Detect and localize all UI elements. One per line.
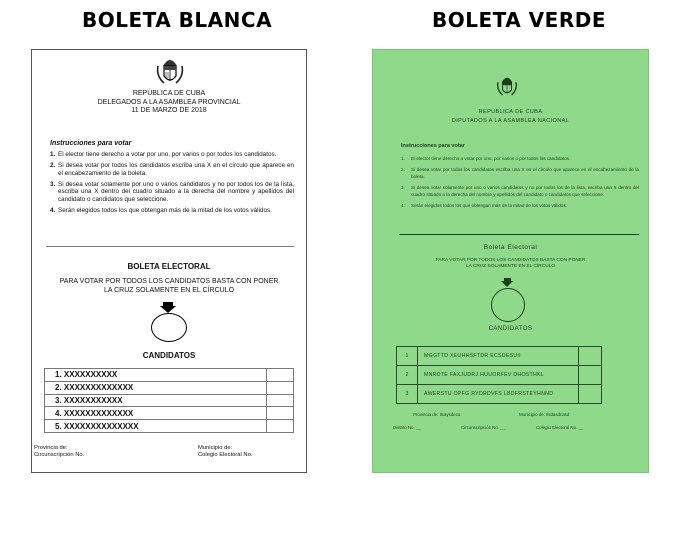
candidate-vote-box[interactable] — [267, 394, 294, 407]
instruction-item: 2. Si desea votar por todos los candidatos escriba una X en el círculo que aparece en el encabezamiento de la boleta. — [50, 162, 294, 177]
arrow-down-icon-head — [501, 281, 513, 287]
candidate-name: MNRDTE FAXJUDRJ HUUORFEV DHOSTHKL — [418, 366, 579, 385]
divider — [46, 246, 294, 247]
header-line-2: DIPUTADOS A LA ASAMBLEA NACIONAL — [451, 118, 570, 124]
instruction-item: 3. Si desea votar solamente por uno o varios candidatos y no por todos los de la lista, escriba una X dentro del cuadro situado a la derecha del nombre y apellidos del candidato o candidatos que seleccione. — [401, 185, 639, 197]
instruction-item: 2. Si desea votar por todos los candidatos escriba una X en el círculo que aparece en el encabezamiento de la boleta. — [401, 167, 639, 179]
candidate-number: 2 — [397, 366, 418, 385]
header-line-1: REPUBLICA DE CUBA — [478, 109, 543, 115]
table-row — [45, 369, 294, 382]
header-line-3: 11 DE MARZO DE 2018 — [131, 107, 207, 114]
header-line-2: DELEGADOS A LA ASAMBLEA PROVINCIAL — [97, 98, 241, 106]
candidate-vote-box[interactable] — [267, 407, 294, 420]
header-line-1: REPÚBLICA DE CUBA — [132, 90, 206, 97]
coat-of-arms-icon — [495, 74, 519, 98]
divider — [399, 234, 639, 235]
footer-municipio: Municipio de: Ilsdasdcasd — [519, 412, 570, 417]
instruction-item: 1. El elector tiene derecho a votar por uno, por varios o por todos los candidatos. — [50, 151, 277, 158]
table-row — [45, 407, 294, 420]
ballot-title: Boleta Electoral — [483, 244, 538, 251]
instruction-item: 1. El elector tiene derecho a votar por uno, por varios o por todos los candidatos. — [401, 156, 571, 161]
footer-left: Provincia de: Circunscripción No. — [34, 445, 85, 458]
candidates-table — [396, 346, 602, 404]
ballot-title: BOLETA ELECTORAL — [127, 262, 211, 271]
candidate-vote-box[interactable] — [579, 385, 602, 404]
footer-distrito: Distrito No. __ — [393, 425, 421, 430]
table-row — [45, 420, 294, 433]
table-row — [45, 381, 294, 394]
candidate-name: AWERSTU OPFG RYDRDVFS LBDFRSTEYHNND — [418, 385, 579, 404]
candidate-name: MGGTTD XEUHHSFTDR ECSDESUII — [418, 347, 579, 366]
white-ballot — [31, 49, 307, 473]
instruction-item: 3. Si desea votar solamente por uno o varios candidatos y no por todos los de la lista, escriba una X dentro del cuadro situado a la derecha del nombre y apellidos del candidato o candidatos que seleccione. — [50, 180, 294, 203]
instructions-list — [401, 156, 639, 214]
table-row — [397, 347, 602, 366]
footer-provincia: Provincia de: Ilsaysdeca — [413, 412, 461, 417]
coat-of-arms-icon — [154, 56, 186, 86]
candidate-vote-box[interactable] — [579, 366, 602, 385]
heading-boleta-blanca: BOLETA BLANCA — [82, 8, 273, 32]
candidates-table — [44, 368, 294, 433]
candidate-name: 3. XXXXXXXXXXX — [45, 394, 267, 407]
candidate-number: 1 — [397, 347, 418, 366]
instruction-item: 4. Serán elegidos todos los que obtengan más de la mitad de los votos válidos. — [401, 203, 568, 209]
table-row — [397, 385, 602, 404]
vote-all-instruction: PARA VOTAR POR TODOS LOS CANDIDATOS BASTA CON PONER LA CRUZ SOLAMENTE EN EL CÍRCULO — [435, 258, 586, 270]
instruction-item: 4. Serán elegidos todos los que obtengan más de la mitad de los votos válidos. — [50, 207, 272, 215]
heading-boleta-verde: BOLETA VERDE — [432, 8, 606, 32]
candidate-name: 1. XXXXXXXXXX — [45, 369, 267, 382]
arrow-down-icon-head — [160, 306, 176, 313]
candidates-title: CANDIDATOS — [142, 351, 196, 360]
vote-all-instruction: PARA VOTAR POR TODOS LOS CANDIDATOS BASTA CON PONER LA CRUZ SOLAMENTE EN EL CÍRCULO — [59, 278, 279, 294]
candidate-name: 2. XXXXXXXXXXXXX — [45, 381, 267, 394]
table-row — [397, 366, 602, 385]
vote-all-circle[interactable] — [491, 288, 525, 322]
instructions-title: Instrucciones para votar — [401, 143, 465, 149]
footer-colegio: Colegio Electoral No. __ — [536, 425, 584, 430]
footer-right: Municipio de: Colegio Electoral No. — [198, 445, 253, 458]
candidate-number: 3 — [397, 385, 418, 404]
footer-circunscripcion: Circunscripción No. __ — [461, 425, 506, 430]
green-ballot — [372, 49, 649, 473]
candidate-name: 5. XXXXXXXXXXXXXX — [45, 420, 267, 433]
vote-all-circle[interactable] — [151, 313, 187, 342]
candidate-vote-box[interactable] — [267, 369, 294, 382]
candidate-vote-box[interactable] — [267, 420, 294, 433]
candidate-name: 4. XXXXXXXXXXXXX — [45, 407, 267, 420]
instructions-title: Instrucciones para votar — [50, 140, 132, 147]
table-row — [45, 394, 294, 407]
candidates-title: CANDIDATOS — [488, 326, 533, 332]
instructions-list — [50, 151, 294, 218]
candidate-vote-box[interactable] — [579, 347, 602, 366]
candidate-vote-box[interactable] — [267, 381, 294, 394]
